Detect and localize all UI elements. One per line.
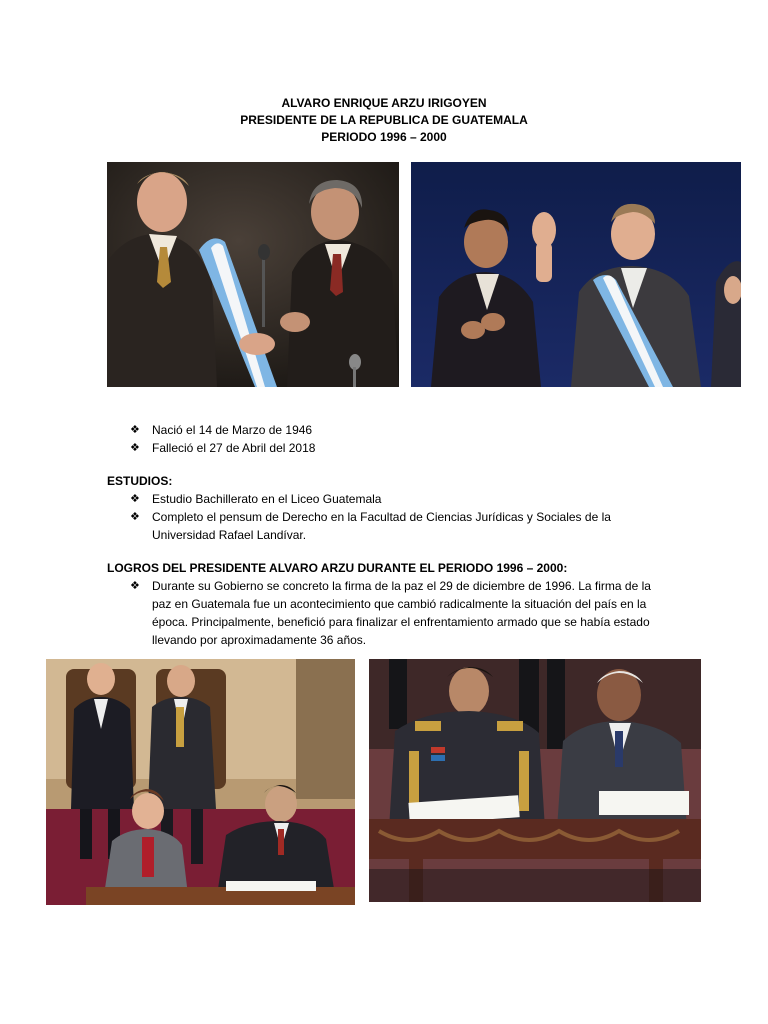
photo-peace-signing-table (369, 659, 701, 902)
list-item (130, 439, 315, 457)
list-item (130, 490, 650, 508)
title-name: ALVARO ENRIQUE ARZU IRIGOYEN (281, 96, 487, 110)
achievements-heading: LOGROS DEL PRESIDENTE ALVARO ARZU DURANTE EL PERIODO 1996 – 2000: (107, 561, 568, 575)
death-date-text: Falleció el 27 de Abril del 2018 (152, 441, 316, 455)
achievements-list (130, 577, 670, 649)
achievement-text: Durante su Gobierno se concreto la firma de la paz el 29 de diciembre de 1996. La firma de la paz en Guatemala fue un acontecimiento que cambió radicalmente la situación del país en la época. Principalmente, benefició para finalizar el enfrentamiento armado que se había estado llevando por aproximadamente 36 años. (152, 579, 651, 647)
photo-peace-signing-officials (46, 659, 355, 905)
list-item (130, 577, 670, 649)
birth-date-text: Nació el 14 de Marzo de 1946 (152, 423, 313, 437)
studies-heading: ESTUDIOS: (107, 474, 173, 488)
title-period: PERIODO 1996 – 2000 (321, 130, 447, 144)
diamond-bullet-icon: ❖ (130, 580, 140, 592)
diamond-bullet-icon: ❖ (130, 442, 140, 454)
document-title (0, 95, 768, 146)
diamond-bullet-icon: ❖ (130, 424, 140, 436)
studies-list (130, 490, 650, 544)
photo-inauguration (411, 162, 741, 387)
list-item (130, 421, 315, 439)
study-item-text: Completo el pensum de Derecho en la Facultad de Ciencias Jurídicas y Sociales de la Universidad Rafael Landívar. (152, 510, 611, 542)
photo-sash-handover (107, 162, 399, 387)
diamond-bullet-icon: ❖ (130, 493, 140, 505)
diamond-bullet-icon: ❖ (130, 511, 140, 523)
list-item (130, 508, 650, 544)
study-item-text: Estudio Bachillerato en el Liceo Guatemala (152, 492, 382, 506)
bio-list (130, 421, 315, 457)
title-office: PRESIDENTE DE LA REPUBLICA DE GUATEMALA (240, 113, 528, 127)
